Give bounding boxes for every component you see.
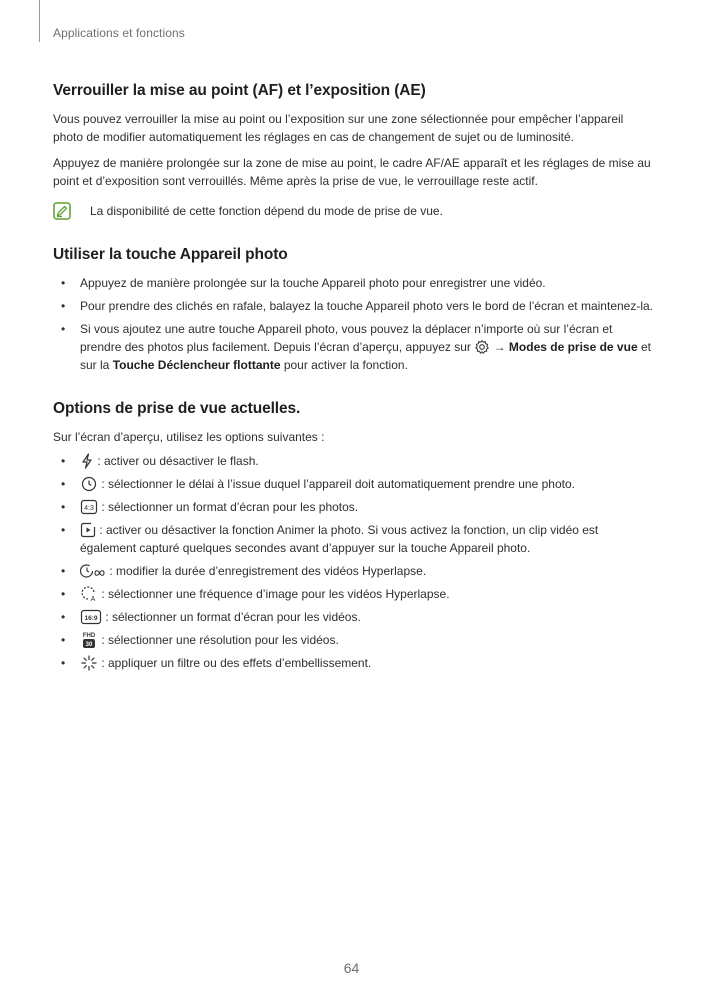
note-text: La disponibilité de cette fonction dépend du mode de prise de vue. <box>90 204 443 218</box>
list-item: • Si vous ajoutez une autre touche Appareil photo, vous pouvez la déplacer n’importe où sur l’écran et prendre des photos plus facilement. Depuis l’écran d’aperçu, appuyez sur → Modes de prise de vue et sur la Touche Déclencheur flottante pour activer la fonction. <box>61 322 651 372</box>
list-item: • : appliquer un filtre ou des effets d’embellissement. <box>61 656 372 670</box>
svg-text:FHD: FHD <box>82 633 96 639</box>
section1-para2: Appuyez de manière prolongée sur la zone de mise au point, le cadre AF/AE apparaît et les réglages de mise au point et d’exposition sont verrouillés. Même après la prise de vue, le verrouillage reste actif. <box>53 156 651 188</box>
frame-rate-icon <box>80 586 98 602</box>
svg-text:4:3: 4:3 <box>84 505 94 512</box>
flash-icon <box>80 453 94 469</box>
section2-list <box>53 274 653 374</box>
section3-intro: Sur l’écran d’aperçu, utilisez les options suivantes : <box>53 430 325 444</box>
section2-title: Utiliser la touche Appareil photo <box>53 246 288 263</box>
options-list <box>53 452 653 672</box>
list-item: • : activer ou désactiver la fonction Animer la photo. Si vous activez la fonction, un clip vidéo est également capturé quelques secondes avant d’appuyer sur la touche Appareil photo. <box>61 523 599 555</box>
section3-title: Options de prise de vue actuelles. <box>53 400 301 417</box>
resolution-icon <box>80 631 98 649</box>
section1-para1: Vous pouvez verrouiller la mise au point ou l’exposition sur une zone sélectionnée pour empêcher l’appareil photo de modifier automatiquement les réglages en cas de changement de sujet ou de luminosité. <box>53 112 624 144</box>
list-item: • 16:9 : sélectionner un format d’écran pour les vidéos. <box>61 610 361 624</box>
timer-icon <box>80 476 98 492</box>
settings-gear-icon <box>474 339 490 355</box>
note-block <box>53 202 653 220</box>
list-item: • A : sélectionner une fréquence d’image pour les vidéos Hyperlapse. <box>61 587 450 602</box>
side-rule <box>39 0 40 42</box>
ratio-16-9-icon <box>80 609 102 625</box>
motion-photo-icon <box>80 522 96 538</box>
section1-title: Verrouiller la mise au point (AF) et l’exposition (AE) <box>53 82 426 99</box>
ratio-4-3-icon <box>80 499 98 515</box>
svg-text:16:9: 16:9 <box>84 614 98 622</box>
page-number: 64 <box>343 960 360 976</box>
svg-text:A: A <box>90 596 96 602</box>
list-item: • : modifier la durée d’enregistrement des vidéos Hyperlapse. <box>61 564 427 578</box>
hyperlapse-duration-icon <box>80 563 106 579</box>
filter-effects-icon <box>80 655 98 671</box>
list-item: • Appuyez de manière prolongée sur la touche Appareil photo pour enregistrer une vidéo. <box>61 276 546 290</box>
list-item: • 4:3 : sélectionner un format d’écran pour les photos. <box>61 500 359 514</box>
list-item: • Pour prendre des clichés en rafale, balayez la touche Appareil photo vers le bord de l’écran et maintenez-la. <box>61 299 654 313</box>
note-pen-icon <box>53 202 71 220</box>
list-item: • : sélectionner le délai à l’issue duquel l’appareil doit automatiquement prendre une photo. <box>61 477 575 491</box>
section-header: Applications et fonctions <box>53 26 185 40</box>
list-item: • : activer ou désactiver le flash. <box>61 454 259 468</box>
list-item: • FHD 30 : sélectionner une résolution pour les vidéos. <box>61 633 339 648</box>
page-content <box>53 82 653 698</box>
svg-text:30: 30 <box>85 642 93 648</box>
